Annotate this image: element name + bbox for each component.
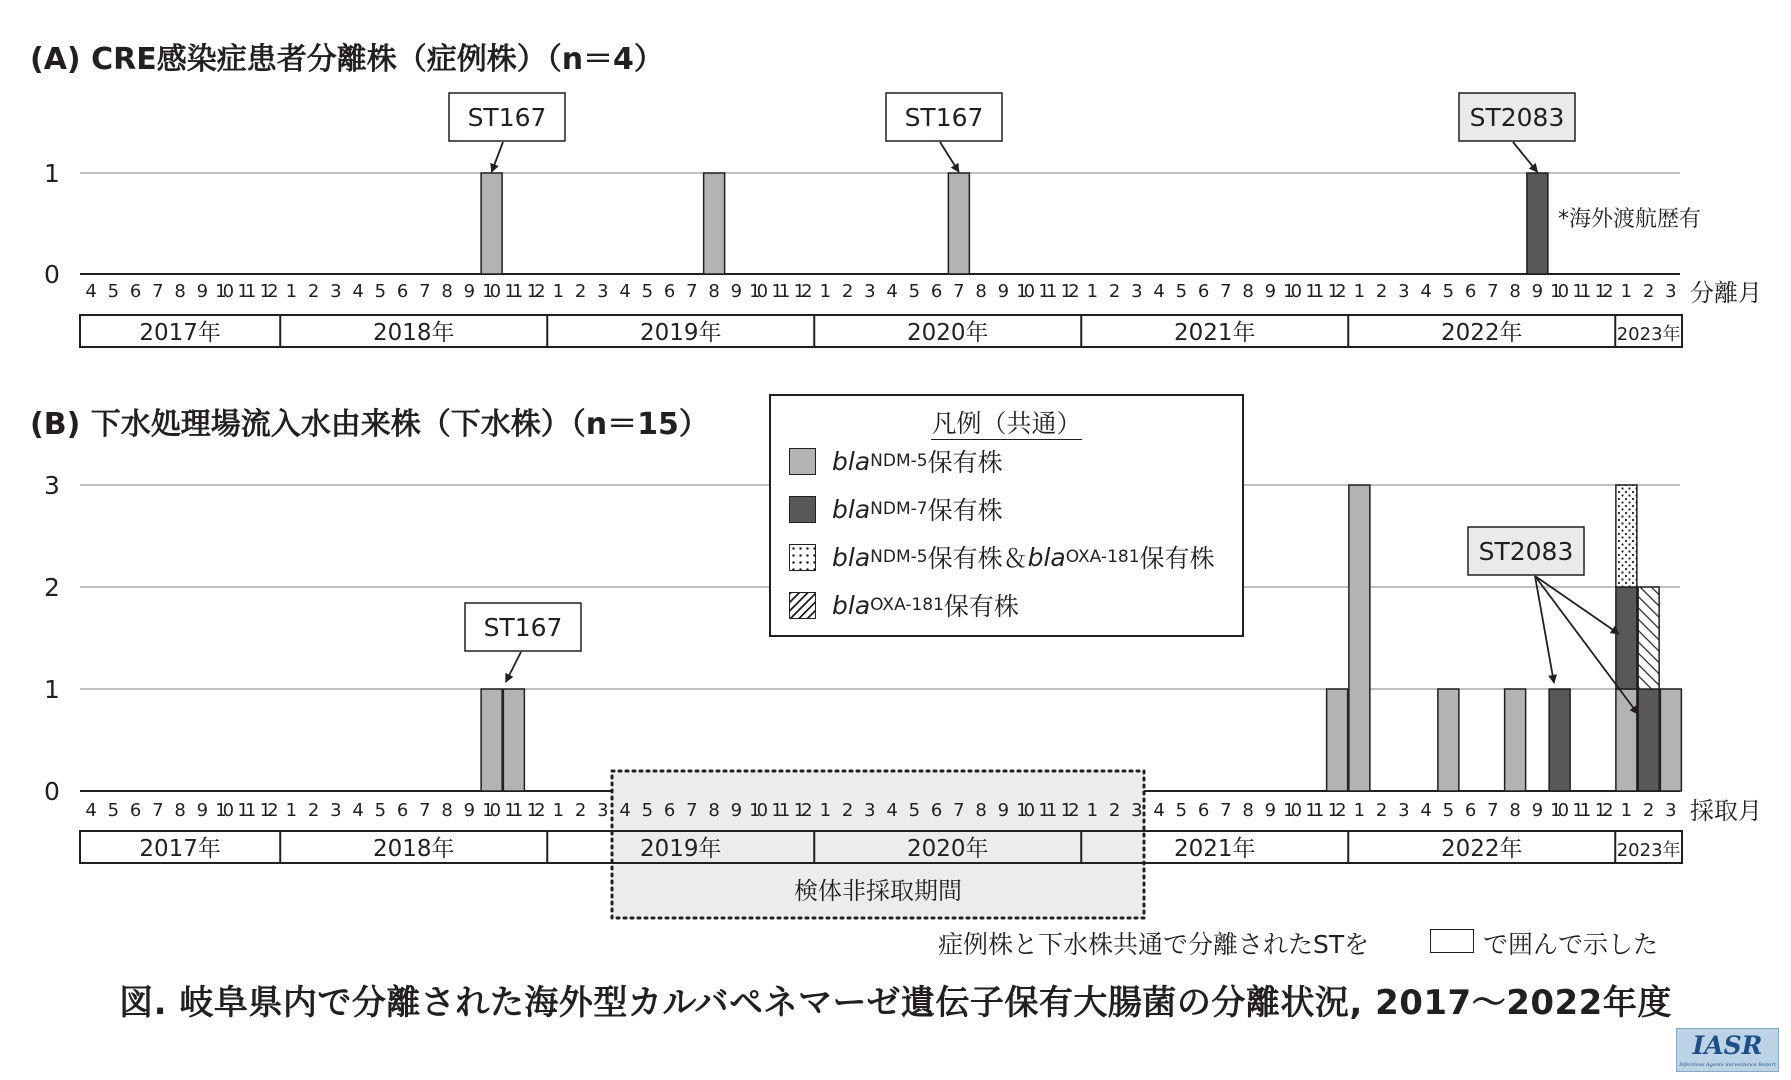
legend-gene-prefix: bla [832, 446, 871, 476]
legend-swatch-dotted [789, 544, 816, 571]
month-tick-label: 6 [663, 800, 676, 821]
month-tick-label: 6 [129, 281, 142, 302]
month-tick-label: 12 [1060, 800, 1080, 821]
iasr-logo-text: IASR [1692, 1031, 1763, 1060]
month-tick-label: 2 [1642, 800, 1655, 821]
month-tick-label: 11 [1572, 800, 1592, 821]
month-tick-label: 10 [1016, 281, 1036, 302]
bar-ndm-5 [1660, 689, 1681, 791]
footnote-after: で囲んで示した [1483, 930, 1659, 959]
legend-suffix-2: 保有株 [1139, 544, 1215, 573]
bar-ndm-7 [1638, 689, 1659, 791]
legend-gene-subscript: NDM-5 [870, 451, 928, 471]
bar-ndm-5 [1505, 689, 1526, 791]
iasr-logo-subtitle: Infectious Agents Surveillance Report [1679, 1062, 1776, 1068]
month-tick-label: 9 [1531, 281, 1544, 302]
month-tick-label: 11 [1572, 281, 1592, 302]
month-tick-label: 5 [107, 281, 120, 302]
month-tick-label: 12 [1594, 800, 1614, 821]
month-tick-label: 9 [1264, 281, 1277, 302]
year-label: 2023年 [1616, 840, 1681, 861]
month-tick-label: 9 [997, 281, 1010, 302]
month-tick-label: 3 [1131, 281, 1143, 302]
month-tick-label: 10 [1016, 800, 1036, 821]
month-tick-label: 5 [374, 281, 387, 302]
month-tick-label: 8 [975, 800, 987, 821]
month-tick-label: 10 [482, 281, 502, 302]
bar-ndm-5 [481, 689, 502, 791]
legend-item-ndm5 [789, 446, 1003, 476]
no-sampling-label: 検体非採取期間 [794, 877, 962, 905]
month-tick-label: 5 [641, 800, 654, 821]
bar-ndm-5 [1616, 689, 1637, 791]
year-label: 2018年 [372, 836, 455, 862]
month-tick-label: 10 [1283, 281, 1303, 302]
st-arrow [1513, 142, 1537, 172]
month-tick-label: 4 [85, 800, 97, 821]
month-tick-label: 11 [1038, 281, 1058, 302]
year-label: 2017年 [139, 320, 221, 346]
legend-item-ndm5-oxa181 [789, 542, 1215, 572]
month-tick-label: 3 [864, 800, 876, 821]
st-label-text: ST167 [904, 103, 984, 132]
year-label: 2020年 [906, 320, 989, 346]
st-label-text: ST2083 [1478, 537, 1574, 566]
month-tick-label: 9 [1531, 800, 1544, 821]
month-tick-label: 12 [1327, 800, 1347, 821]
st-label-text: ST167 [483, 613, 563, 642]
panel-a-grid [80, 173, 1680, 274]
month-tick-label: 6 [930, 800, 943, 821]
month-tick-label: 6 [930, 281, 943, 302]
month-tick-label: 5 [374, 800, 387, 821]
month-tick-label: 1 [819, 281, 832, 302]
month-tick-label: 5 [1175, 281, 1188, 302]
legend-suffix: 保有株 [943, 592, 1019, 621]
month-tick-label: 12 [793, 281, 813, 302]
month-tick-label: 2 [1108, 281, 1121, 302]
st-arrow [492, 142, 503, 172]
month-tick-label: 1 [1086, 281, 1099, 302]
month-tick-label: 4 [1153, 281, 1165, 302]
month-tick-label: 12 [259, 800, 279, 821]
st-label-text: ST2083 [1469, 103, 1565, 132]
year-label: 2020年 [906, 836, 989, 862]
month-tick-label: 12 [1594, 281, 1614, 302]
month-tick-label: 7 [419, 800, 431, 821]
month-tick-label: 3 [330, 800, 342, 821]
month-tick-label: 2 [307, 281, 320, 302]
month-tick-label: 1 [1620, 800, 1633, 821]
y-tick-label: 0 [44, 260, 60, 289]
month-tick-label: 12 [1327, 281, 1347, 302]
month-tick-label: 1 [1353, 281, 1366, 302]
month-tick-label: 12 [526, 800, 546, 821]
month-tick-label: 2 [841, 800, 854, 821]
st-arrow [1535, 576, 1554, 683]
legend-gene-prefix: bla [832, 590, 871, 620]
month-tick-label: 8 [975, 281, 987, 302]
month-tick-label: 4 [886, 281, 898, 302]
month-tick-label: 9 [196, 281, 209, 302]
month-tick-label: 4 [1420, 281, 1432, 302]
month-tick-label: 10 [1550, 281, 1570, 302]
footnote-before: 症例株と下水株共通で分離されたSTを [938, 930, 1370, 959]
month-tick-label: 6 [1464, 281, 1477, 302]
month-tick-label: 4 [1420, 800, 1432, 821]
legend-swatch-ndm5 [789, 448, 816, 475]
month-tick-label: 4 [1153, 800, 1165, 821]
panel-a-x-axis-label: 分離月 [1690, 279, 1762, 307]
st-arrow [1535, 576, 1619, 634]
month-tick-label: 7 [953, 281, 965, 302]
month-tick-label: 4 [352, 800, 364, 821]
month-tick-label: 6 [1197, 281, 1210, 302]
month-tick-label: 12 [526, 281, 546, 302]
month-tick-label: 2 [1375, 281, 1388, 302]
month-tick-label: 3 [597, 800, 609, 821]
month-tick-label: 8 [1242, 800, 1254, 821]
month-tick-label: 2 [841, 281, 854, 302]
figure-caption: 図. 岐阜県内で分離された海外型カルバペネマーゼ遺伝子保有大腸菌の分離状況, 2017〜2022年度 [119, 983, 1672, 1023]
y-tick-label: 3 [44, 471, 60, 500]
month-tick-label: 3 [330, 281, 342, 302]
month-tick-label: 6 [396, 800, 409, 821]
legend-gene-prefix-2: bla [1027, 542, 1066, 572]
month-tick-label: 7 [1220, 281, 1232, 302]
month-tick-label: 9 [463, 281, 476, 302]
month-tick-label: 8 [441, 281, 453, 302]
footnote-box-sample [1430, 929, 1474, 953]
month-tick-label: 6 [1464, 800, 1477, 821]
bar-ndm-5+oxa-181 [1616, 485, 1637, 587]
y-tick-label: 1 [44, 159, 60, 188]
month-tick-label: 10 [1550, 800, 1570, 821]
month-tick-label: 8 [1509, 281, 1521, 302]
bar-ndm-5 [948, 173, 969, 274]
month-tick-label: 7 [953, 800, 965, 821]
legend-gene-subscript: NDM-5 [870, 547, 928, 567]
month-tick-label: 7 [152, 800, 164, 821]
month-tick-label: 4 [886, 800, 898, 821]
month-tick-label: 1 [285, 281, 298, 302]
month-tick-label: 5 [908, 800, 921, 821]
month-tick-label: 2 [1642, 281, 1655, 302]
month-tick-label: 2 [1108, 800, 1121, 821]
legend-gene-prefix: bla [832, 494, 871, 524]
month-tick-label: 5 [107, 800, 120, 821]
month-tick-label: 11 [1305, 281, 1325, 302]
month-tick-label: 12 [259, 281, 279, 302]
month-tick-label: 9 [730, 800, 743, 821]
month-tick-label: 3 [1665, 281, 1677, 302]
bar-ndm-5 [1327, 689, 1348, 791]
iasr-logo [1676, 1028, 1779, 1072]
year-label: 2018年 [372, 320, 455, 346]
month-tick-label: 9 [196, 800, 209, 821]
year-label: 2022年 [1440, 320, 1523, 346]
month-tick-label: 6 [396, 281, 409, 302]
month-tick-label: 7 [152, 281, 164, 302]
month-tick-label: 5 [641, 281, 654, 302]
month-tick-label: 9 [997, 800, 1010, 821]
month-tick-label: 9 [730, 281, 743, 302]
year-label: 2019年 [639, 836, 722, 862]
month-tick-label: 11 [771, 800, 791, 821]
year-label: 2022年 [1440, 836, 1523, 862]
month-tick-label: 10 [482, 800, 502, 821]
panel-a-annotation: *海外渡航歴有 [1558, 207, 1702, 232]
month-tick-label: 1 [552, 281, 565, 302]
month-tick-label: 5 [1442, 281, 1455, 302]
year-label: 2019年 [639, 320, 722, 346]
bar-ndm-7 [1616, 587, 1637, 689]
month-tick-label: 6 [1197, 800, 1210, 821]
month-tick-label: 1 [1353, 800, 1366, 821]
panel-a-y-ticks [44, 159, 60, 289]
legend-gene-subscript: OXA-181 [870, 595, 944, 615]
month-tick-label: 2 [574, 800, 587, 821]
legend-suffix: 保有株 [927, 448, 1003, 477]
y-tick-label: 1 [44, 675, 60, 704]
month-tick-label: 11 [771, 281, 791, 302]
month-tick-label: 1 [819, 800, 832, 821]
month-tick-label: 4 [619, 281, 631, 302]
month-tick-label: 3 [864, 281, 876, 302]
month-tick-label: 2 [307, 800, 320, 821]
bar-ndm-5 [481, 173, 502, 274]
month-tick-label: 11 [504, 281, 524, 302]
month-tick-label: 3 [1131, 800, 1143, 821]
month-tick-label: 7 [1220, 800, 1232, 821]
year-label: 2021年 [1173, 320, 1256, 346]
legend-gene-subscript: NDM-7 [870, 499, 928, 519]
bar-ndm-5 [704, 173, 725, 274]
month-tick-label: 8 [708, 800, 720, 821]
bar-ndm-5 [503, 689, 524, 791]
month-tick-label: 2 [574, 281, 587, 302]
legend-suffix: 保有株＆ [927, 544, 1028, 573]
month-tick-label: 8 [441, 800, 453, 821]
legend-swatch-ndm7 [789, 496, 816, 523]
month-tick-label: 2 [1375, 800, 1388, 821]
y-tick-label: 2 [44, 573, 60, 602]
bar-ndm-5 [1438, 689, 1459, 791]
panel-a-title: (A) CRE感染症患者分離株（症例株）（n＝4） [30, 42, 664, 77]
panel-a-year-strip [80, 315, 1682, 347]
panel-b-x-axis-label: 採取月 [1690, 797, 1762, 825]
month-tick-label: 1 [1086, 800, 1099, 821]
month-tick-label: 5 [1442, 800, 1455, 821]
year-label: 2021年 [1173, 836, 1256, 862]
month-tick-label: 4 [85, 281, 97, 302]
month-tick-label: 3 [1398, 800, 1410, 821]
panel-a-st-labels [449, 93, 1575, 172]
month-tick-label: 6 [129, 800, 142, 821]
legend-gene-prefix: bla [832, 542, 871, 572]
month-tick-label: 7 [1487, 281, 1499, 302]
month-tick-label: 11 [1305, 800, 1325, 821]
month-tick-label: 10 [749, 281, 769, 302]
month-tick-label: 7 [686, 800, 698, 821]
panel-a-month-ticks [85, 281, 1676, 302]
bar-ndm-5 [1349, 485, 1370, 791]
month-tick-label: 11 [504, 800, 524, 821]
month-tick-label: 1 [1620, 281, 1633, 302]
panel-b-y-ticks [44, 471, 60, 806]
bar-oxa-181 [1638, 587, 1659, 689]
legend-item-oxa181 [789, 590, 1019, 620]
legend [769, 394, 1244, 637]
month-tick-label: 9 [1264, 800, 1277, 821]
legend-suffix: 保有株 [927, 496, 1003, 525]
month-tick-label: 8 [174, 281, 186, 302]
month-tick-label: 9 [463, 800, 476, 821]
month-tick-label: 7 [419, 281, 431, 302]
month-tick-label: 8 [174, 800, 186, 821]
month-tick-label: 8 [1509, 800, 1521, 821]
month-tick-label: 4 [352, 281, 364, 302]
month-tick-label: 12 [1060, 281, 1080, 302]
month-tick-label: 3 [597, 281, 609, 302]
month-tick-label: 3 [1398, 281, 1410, 302]
month-tick-label: 10 [215, 281, 235, 302]
st-arrow [506, 652, 521, 682]
month-tick-label: 12 [793, 800, 813, 821]
month-tick-label: 7 [686, 281, 698, 302]
month-tick-label: 1 [285, 800, 298, 821]
month-tick-label: 11 [237, 281, 257, 302]
month-tick-label: 4 [619, 800, 631, 821]
y-tick-label: 0 [44, 777, 60, 806]
month-tick-label: 10 [1283, 800, 1303, 821]
month-tick-label: 10 [749, 800, 769, 821]
month-tick-label: 10 [215, 800, 235, 821]
legend-swatch-hatched [789, 592, 816, 619]
year-label: 2017年 [139, 836, 221, 862]
panel-b-title: (B) 下水処理場流入水由来株（下水株）（n＝15） [30, 407, 709, 442]
bar-ndm-7 [1527, 173, 1548, 274]
month-tick-label: 8 [708, 281, 720, 302]
month-tick-label: 6 [663, 281, 676, 302]
month-tick-label: 5 [1175, 800, 1188, 821]
panel-a [30, 42, 1762, 347]
st-arrow [940, 142, 959, 172]
legend-title: 凡例（共通） [931, 409, 1082, 438]
year-label: 2023年 [1616, 324, 1681, 345]
legend-item-ndm7 [789, 494, 1003, 524]
month-tick-label: 11 [1038, 800, 1058, 821]
month-tick-label: 7 [1487, 800, 1499, 821]
month-tick-label: 5 [908, 281, 921, 302]
month-tick-label: 1 [552, 800, 565, 821]
legend-gene-subscript-2: OXA-181 [1065, 547, 1140, 567]
month-tick-label: 8 [1242, 281, 1254, 302]
month-tick-label: 11 [237, 800, 257, 821]
panel-a-bars [481, 173, 1548, 274]
month-tick-label: 3 [1665, 800, 1677, 821]
st-label-text: ST167 [467, 103, 547, 132]
bar-ndm-7 [1549, 689, 1570, 791]
